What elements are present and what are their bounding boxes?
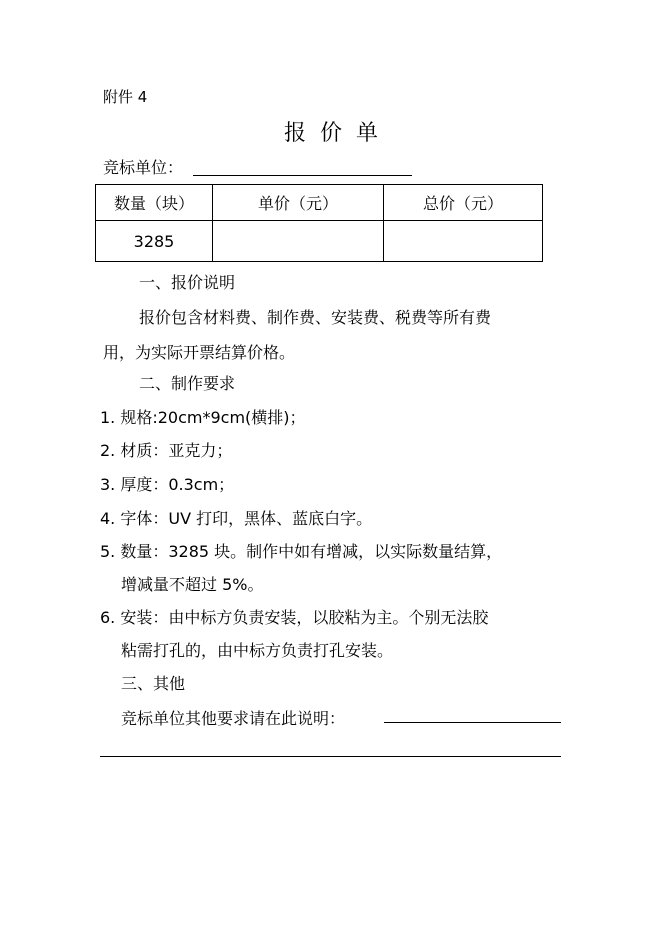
requirement-item: 2. 材质：亚克力； — [100, 441, 233, 460]
quote-table — [95, 184, 543, 262]
other-requirements-field-line2[interactable] — [100, 756, 561, 757]
requirement-item: 4. 字体：UV 打印，黑体、蓝底白字。 — [100, 509, 373, 528]
section1-para-line2: 用，为实际开票结算价格。 — [103, 343, 296, 362]
table-row — [96, 221, 543, 262]
bidder-unit-field[interactable] — [193, 175, 412, 176]
requirement-item-cont: 增减量不超过 5%。 — [121, 575, 264, 594]
section1-para-line1: 报价包含材料费、制作费、安装费、税费等所有费 — [139, 308, 492, 327]
section2-heading: 二、制作要求 — [139, 374, 236, 393]
section1-heading: 一、报价说明 — [139, 273, 236, 292]
table-header-row — [96, 185, 543, 221]
other-requirements-label: 竞标单位其他要求请在此说明： — [121, 709, 346, 728]
requirement-item-cont: 粘需打孔的，由中标方负责打孔安装。 — [121, 641, 394, 660]
attachment-label: 附件 4 — [103, 88, 148, 106]
bidder-unit-label: 竞标单位： — [103, 158, 184, 177]
cell-quantity: 3285 — [96, 221, 213, 262]
requirement-item: 1. 规格:20cm*9cm(横排)； — [100, 408, 306, 427]
cell-unit-price[interactable] — [213, 221, 384, 262]
other-requirements-field[interactable] — [384, 722, 561, 723]
header-total-price: 总价（元） — [384, 185, 543, 221]
page-title: 报价单 — [283, 121, 392, 146]
requirement-item: 6. 安装：由中标方负责安装，以胶粘为主。个别无法胶 — [100, 608, 489, 627]
requirement-item: 5. 数量：3285 块。制作中如有增减，以实际数量结算， — [100, 542, 503, 561]
header-quantity: 数量（块） — [96, 185, 213, 221]
requirement-item: 3. 厚度：0.3cm； — [100, 475, 235, 494]
header-unit-price: 单价（元） — [213, 185, 384, 221]
cell-total-price[interactable] — [384, 221, 543, 262]
section3-heading: 三、其他 — [121, 674, 186, 693]
